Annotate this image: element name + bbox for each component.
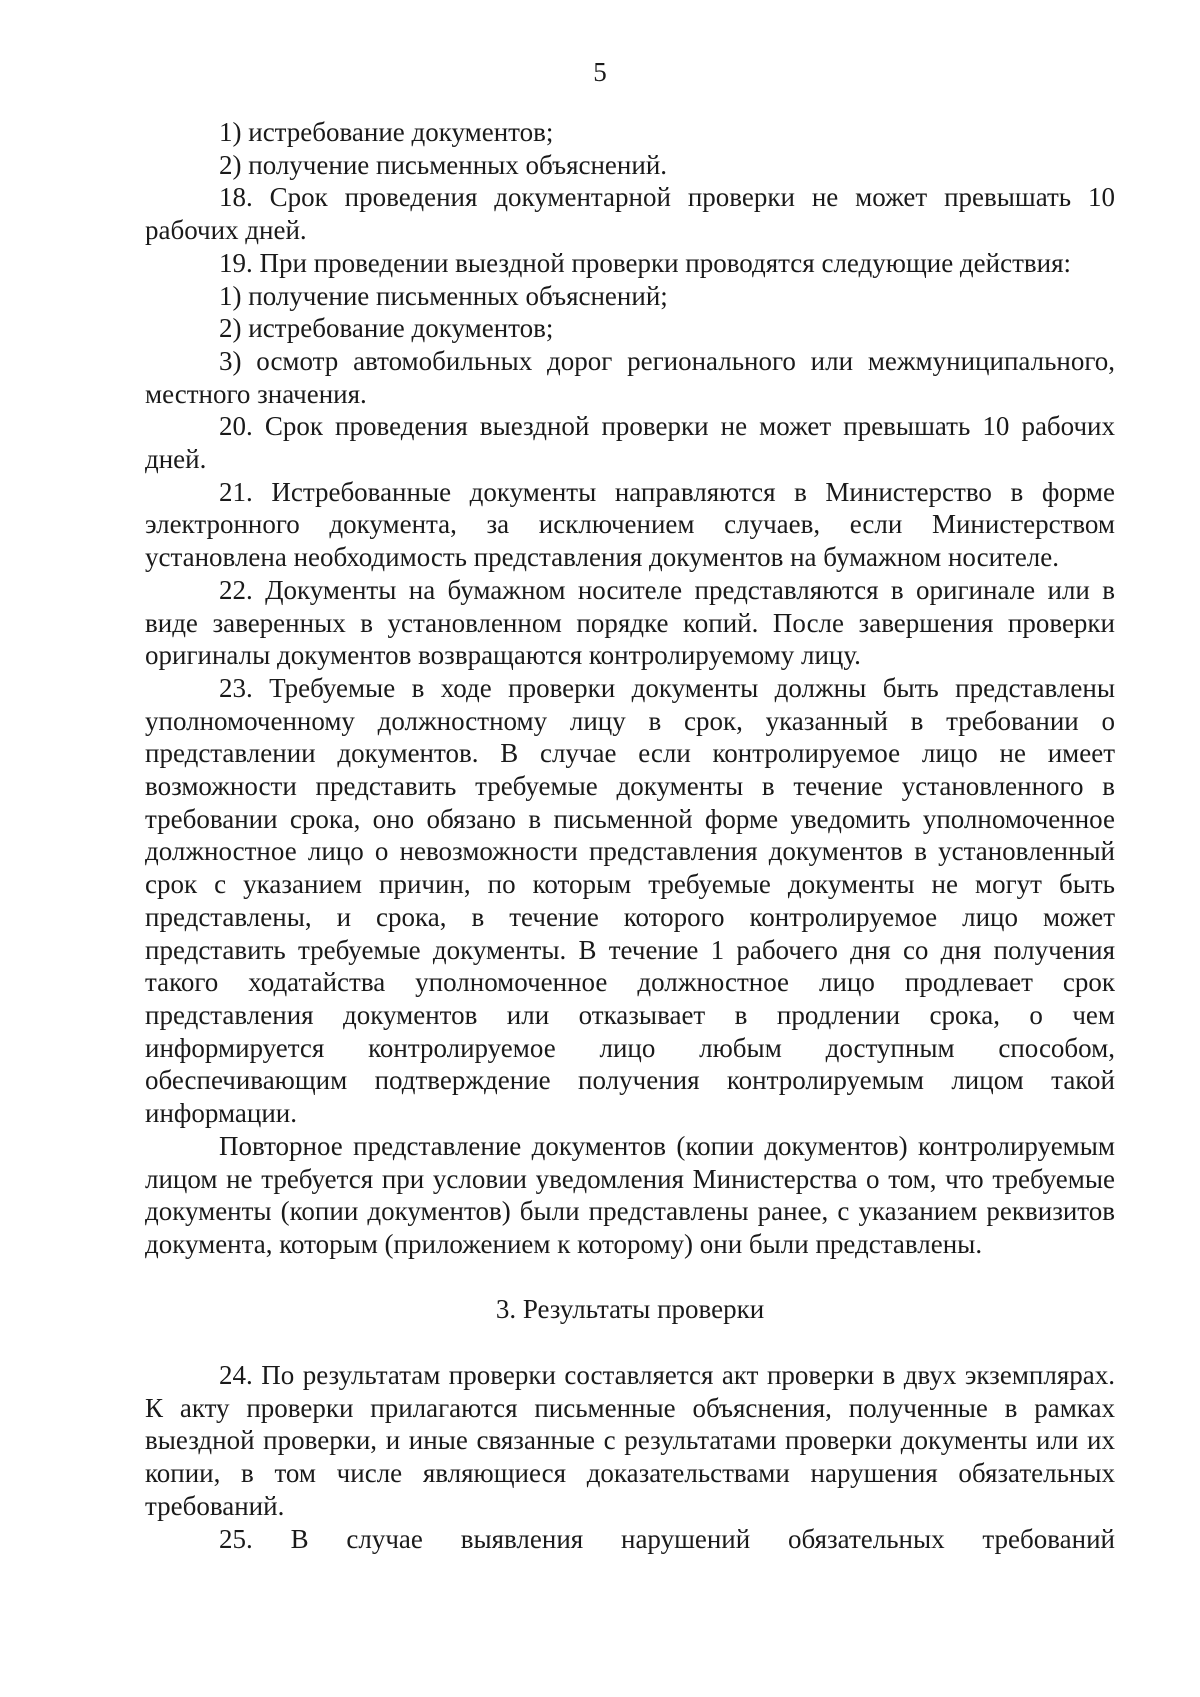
paragraph: Повторное представление документов (копии документов) контролируемым лицом не требуется при условии уведомления Министерства о том, что требуемые документы (копии документов) были представлены ранее, с указанием реквизитов документа, которым (приложением к которому) они были представлены. xyxy=(145,1130,1115,1259)
page-number: 5 xyxy=(593,57,607,87)
paragraph: 25. В случае выявления нарушений обязательных требований xyxy=(219,1523,1115,1554)
spacer xyxy=(145,1261,1115,1294)
paragraph: 1) истребование документов; xyxy=(219,117,554,147)
section-heading: 3. Результаты проверки xyxy=(495,1294,765,1325)
paragraph: 21. Истребованные документы направляются в Министерство в форме электронного документа, за исключением случаев, если Министерством установлена необходимость представления документов на бумажном носителе. xyxy=(145,476,1115,573)
paragraph: 2) получение письменных объяснений. xyxy=(219,149,668,180)
paragraph: 19. При проведении выездной проверки проводятся следующие действия: xyxy=(219,247,1072,278)
paragraph: 22. Документы на бумажном носителе представляются в оригинале или в виде заверенных в установленном порядке копий. После завершения проверки оригиналы документов возвращаются контролируемому лицу. xyxy=(145,574,1115,671)
paragraph: 18. Срок проведения документарной проверки не может превышать 10 рабочих дней. xyxy=(145,182,1115,246)
paragraph: 2) истребование документов; xyxy=(219,313,554,344)
spacer xyxy=(145,1326,1115,1359)
paragraph: 23. Требуемые в ходе проверки документы должны быть представлены уполномоченному должностному лицу в срок, указанный в требовании о представлении документов. В случае если контролируемое лицо не имеет возможности представить требуемые документы в течение установленного в требовании срока, оно обязано в письменной форме уведомить уполномоченное должностное лицо о невозможности представления документов в установленный срок с указанием причин, по которым требуемые документы не могут быть представлены, и срока, в течение которого контролируемое лицо может представить требуемые документы. В течение 1 рабочего дня со дня получения такого ходатайства уполномоченное должностное лицо продлевает срок представления документов или отказывает в продлении срока, о чем информируется контролируемое лицо любым доступным способом, обеспечивающим подтверждение получения контролируемым лицом такой информации. xyxy=(145,672,1115,1129)
paragraph: 3) осмотр автомобильных дорог регионального или межмуниципального, местного значения. xyxy=(145,345,1115,409)
paragraph: 20. Срок проведения выездной проверки не может превышать 10 рабочих дней. xyxy=(145,411,1115,475)
document-body xyxy=(145,116,1115,1555)
paragraph: 24. По результатам проверки составляется акт проверки в двух экземплярах. К акту проверки прилагаются письменные объяснения, полученные в рамках выездной проверки, и иные связанные с результатами проверки документы или их копии, в том числе являющиеся доказательствами нарушения обязательных требований. xyxy=(145,1360,1115,1521)
paragraph: 1) получение письменных объяснений; xyxy=(219,280,668,311)
